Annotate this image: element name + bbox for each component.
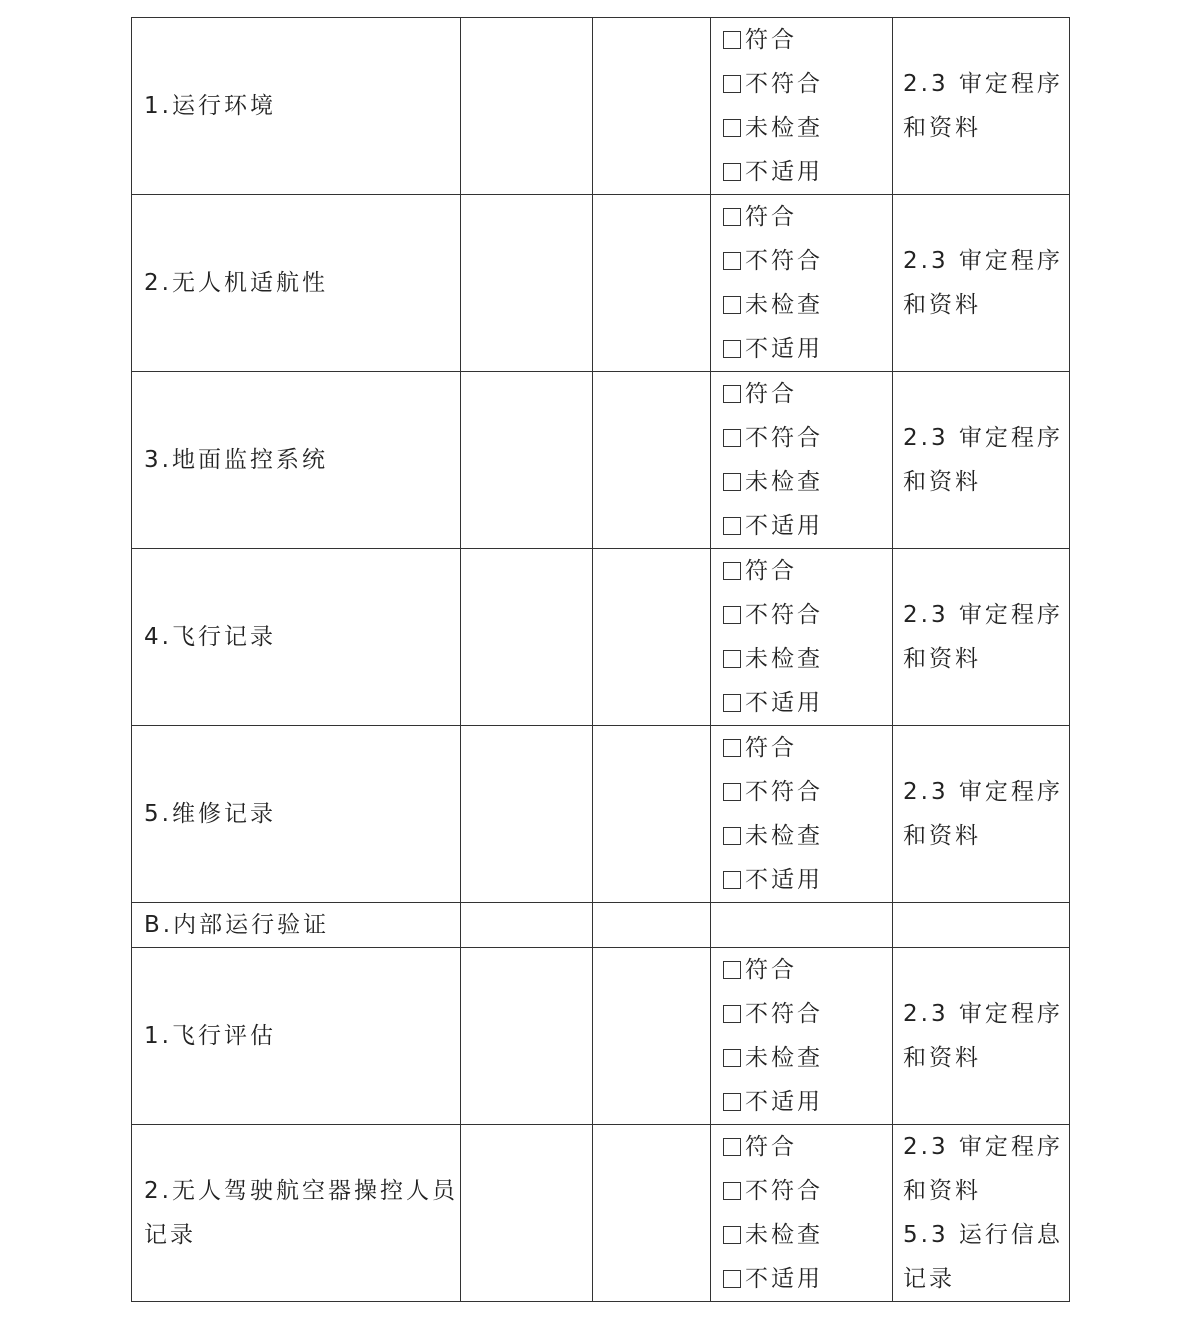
checkbox-icon: [723, 1049, 741, 1067]
section-heading: B.内部运行验证: [132, 903, 461, 948]
check-options: [711, 948, 893, 1125]
check-options: [711, 726, 893, 903]
section-row: [132, 903, 1070, 948]
checkbox-icon: [723, 1138, 741, 1156]
reference-cell: 2.3 审定程序 和资料: [893, 372, 1070, 549]
checkbox-icon: [723, 739, 741, 757]
item-label: 1.飞行评估: [132, 948, 461, 1125]
blank-cell: [461, 549, 593, 726]
checkbox-icon: [723, 1093, 741, 1111]
checkbox-option-nonconform[interactable]: 不符合: [723, 770, 892, 814]
checkbox-icon: [723, 31, 741, 49]
checkbox-option-conform[interactable]: 符合: [723, 372, 892, 416]
item-label: 2.无人机适航性: [132, 195, 461, 372]
checkbox-icon: [723, 163, 741, 181]
blank-cell: [461, 372, 593, 549]
checkbox-icon: [723, 473, 741, 491]
reference-cell: 2.3 审定程序 和资料 5.3 运行信息 记录: [893, 1125, 1070, 1302]
checkbox-option-conform[interactable]: 符合: [723, 549, 892, 593]
reference-cell: 2.3 审定程序 和资料: [893, 549, 1070, 726]
table-row: [132, 195, 1070, 372]
checkbox-icon: [723, 1182, 741, 1200]
checkbox-icon: [723, 783, 741, 801]
table-row: [132, 372, 1070, 549]
item-label: 2.无人驾驶航空器操控人员 记录: [132, 1125, 461, 1302]
checkbox-option-conform[interactable]: 符合: [723, 18, 892, 62]
checkbox-icon: [723, 961, 741, 979]
table-row: [132, 1125, 1070, 1302]
checkbox-option-not-checked[interactable]: 未检查: [723, 814, 892, 858]
blank-cell: [461, 18, 593, 195]
blank-cell: [461, 948, 593, 1125]
checkbox-icon: [723, 1270, 741, 1288]
checkbox-icon: [723, 650, 741, 668]
blank-cell: [461, 1125, 593, 1302]
checkbox-icon: [723, 252, 741, 270]
blank-cell: [593, 726, 711, 903]
blank-cell: [893, 903, 1070, 948]
item-label: 3.地面监控系统: [132, 372, 461, 549]
checkbox-icon: [723, 119, 741, 137]
reference-cell: 2.3 审定程序 和资料: [893, 18, 1070, 195]
reference-cell: 2.3 审定程序 和资料: [893, 948, 1070, 1125]
checkbox-option-not-applicable[interactable]: 不适用: [723, 1257, 892, 1301]
blank-cell: [593, 549, 711, 726]
checkbox-option-not-applicable[interactable]: 不适用: [723, 1080, 892, 1124]
table-row: [132, 948, 1070, 1125]
blank-cell: [461, 195, 593, 372]
checkbox-icon: [723, 429, 741, 447]
checkbox-option-nonconform[interactable]: 不符合: [723, 593, 892, 637]
blank-cell: [593, 903, 711, 948]
checkbox-option-conform[interactable]: 符合: [723, 726, 892, 770]
blank-cell: [593, 1125, 711, 1302]
table-row: [132, 726, 1070, 903]
checkbox-option-not-applicable[interactable]: 不适用: [723, 150, 892, 194]
checkbox-option-nonconform[interactable]: 不符合: [723, 1169, 892, 1213]
check-options: [711, 1125, 893, 1302]
checkbox-option-nonconform[interactable]: 不符合: [723, 239, 892, 283]
checkbox-option-not-checked[interactable]: 未检查: [723, 1213, 892, 1257]
checkbox-icon: [723, 606, 741, 624]
blank-cell: [461, 726, 593, 903]
checkbox-option-conform[interactable]: 符合: [723, 1125, 892, 1169]
checkbox-option-not-checked[interactable]: 未检查: [723, 637, 892, 681]
checkbox-icon: [723, 296, 741, 314]
item-label: 5.维修记录: [132, 726, 461, 903]
checkbox-icon: [723, 694, 741, 712]
blank-cell: [461, 903, 593, 948]
checkbox-option-not-applicable[interactable]: 不适用: [723, 858, 892, 902]
checkbox-option-not-checked[interactable]: 未检查: [723, 106, 892, 150]
checkbox-option-not-applicable[interactable]: 不适用: [723, 504, 892, 548]
check-options: [711, 18, 893, 195]
checkbox-icon: [723, 871, 741, 889]
check-options: [711, 372, 893, 549]
checkbox-icon: [723, 1226, 741, 1244]
checkbox-icon: [723, 340, 741, 358]
checkbox-icon: [723, 75, 741, 93]
checkbox-option-not-checked[interactable]: 未检查: [723, 283, 892, 327]
item-label: 1.运行环境: [132, 18, 461, 195]
blank-cell: [593, 948, 711, 1125]
checkbox-option-not-applicable[interactable]: 不适用: [723, 681, 892, 725]
checkbox-option-not-checked[interactable]: 未检查: [723, 460, 892, 504]
blank-cell: [711, 903, 893, 948]
checkbox-icon: [723, 1005, 741, 1023]
checkbox-option-nonconform[interactable]: 不符合: [723, 416, 892, 460]
reference-cell: 2.3 审定程序 和资料: [893, 195, 1070, 372]
check-options: [711, 549, 893, 726]
check-options: [711, 195, 893, 372]
checkbox-icon: [723, 562, 741, 580]
blank-cell: [593, 372, 711, 549]
checkbox-icon: [723, 208, 741, 226]
item-label: 4.飞行记录: [132, 549, 461, 726]
checkbox-icon: [723, 827, 741, 845]
checkbox-option-not-checked[interactable]: 未检查: [723, 1036, 892, 1080]
checkbox-option-nonconform[interactable]: 不符合: [723, 992, 892, 1036]
checkbox-icon: [723, 517, 741, 535]
checklist-table: [131, 17, 1070, 1302]
table-row: [132, 549, 1070, 726]
blank-cell: [593, 18, 711, 195]
table-row: [132, 18, 1070, 195]
checkbox-option-nonconform[interactable]: 不符合: [723, 62, 892, 106]
blank-cell: [593, 195, 711, 372]
checkbox-option-not-applicable[interactable]: 不适用: [723, 327, 892, 371]
checkbox-option-conform[interactable]: 符合: [723, 195, 892, 239]
checkbox-option-conform[interactable]: 符合: [723, 948, 892, 992]
reference-cell: 2.3 审定程序 和资料: [893, 726, 1070, 903]
checkbox-icon: [723, 385, 741, 403]
